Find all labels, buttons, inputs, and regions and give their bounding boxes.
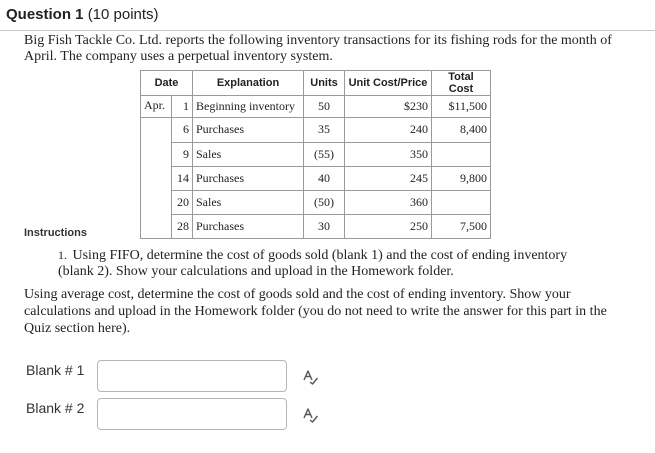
cell-unit-cost: 240: [345, 118, 432, 143]
cell-day: 28: [172, 214, 193, 239]
cell-unit-cost: $230: [345, 96, 432, 118]
cell-day: 1: [172, 96, 193, 118]
header-unit-cost: Unit Cost/Price: [345, 71, 432, 96]
table-row: [141, 96, 491, 118]
spellcheck-icon[interactable]: [301, 368, 319, 386]
table-row: [141, 142, 491, 166]
cell-month: Apr.: [141, 96, 172, 118]
blank-2-input[interactable]: [97, 398, 287, 430]
instruction-text-1: Using FIFO, determine the cost of goods sold (blank 1) and the cost of ending inventory (blank 2). Show your calculations and upload in the Homework folder.: [58, 248, 568, 279]
header-explanation: Explanation: [193, 71, 304, 96]
table-row: [141, 214, 491, 239]
cell-units: 35: [304, 118, 345, 143]
table-row: [141, 118, 491, 143]
table-row: [141, 190, 491, 214]
spellcheck-icon[interactable]: [301, 406, 319, 424]
cell-total-cost: 7,500: [432, 214, 491, 239]
cell-units: (50): [304, 190, 345, 214]
cell-units: (55): [304, 142, 345, 166]
cell-month: [141, 142, 172, 166]
cell-unit-cost: 250: [345, 214, 432, 239]
table-row: [141, 166, 491, 190]
header-total-cost: Total Cost: [432, 71, 491, 96]
cell-total-cost: $11,500: [432, 96, 491, 118]
blank-1-label: Blank # 1: [26, 362, 85, 378]
cell-unit-cost: 245: [345, 166, 432, 190]
question-intro: Big Fish Tackle Co. Ltd. reports the following inventory transactions for its fishing rods for the month of April. The company uses a perpetual inventory system.: [24, 33, 612, 64]
cell-explanation: Beginning inventory: [193, 96, 304, 118]
table-header-row: [141, 71, 491, 96]
cell-unit-cost: 350: [345, 142, 432, 166]
header-date: Date: [141, 71, 193, 96]
cell-explanation: Purchases: [193, 166, 304, 190]
cell-month: [141, 214, 172, 239]
question-header: [0, 0, 655, 31]
inventory-table: [140, 70, 491, 239]
cell-explanation: Sales: [193, 190, 304, 214]
instructions-heading: Instructions: [24, 227, 87, 239]
cell-day: 20: [172, 190, 193, 214]
cell-units: 40: [304, 166, 345, 190]
cell-day: 9: [172, 142, 193, 166]
question-title: [6, 6, 159, 23]
cell-total-cost: [432, 190, 491, 214]
cell-month: [141, 166, 172, 190]
cell-day: 14: [172, 166, 193, 190]
instruction-number: 1.: [58, 248, 67, 262]
cell-month: [141, 118, 172, 143]
question-points: (10 points): [87, 6, 159, 23]
instruction-item-2: Using average cost, determine the cost of goods sold and the cost of ending inventory. Show your calculations and upload in the Homework folder (you do not need to write the answer for this part in the Quiz section here).: [24, 287, 607, 336]
blank-1-input[interactable]: [97, 360, 287, 392]
cell-units: 30: [304, 214, 345, 239]
instruction-item-1: [58, 247, 598, 280]
cell-month: [141, 190, 172, 214]
blank-2-label: Blank # 2: [26, 400, 85, 416]
cell-units: 50: [304, 96, 345, 118]
cell-explanation: Purchases: [193, 214, 304, 239]
header-units: Units: [304, 71, 345, 96]
question-number: Question 1: [6, 6, 84, 23]
cell-explanation: Sales: [193, 142, 304, 166]
cell-total-cost: 9,800: [432, 166, 491, 190]
cell-day: 6: [172, 118, 193, 143]
cell-explanation: Purchases: [193, 118, 304, 143]
cell-unit-cost: 360: [345, 190, 432, 214]
cell-total-cost: 8,400: [432, 118, 491, 143]
cell-total-cost: [432, 142, 491, 166]
